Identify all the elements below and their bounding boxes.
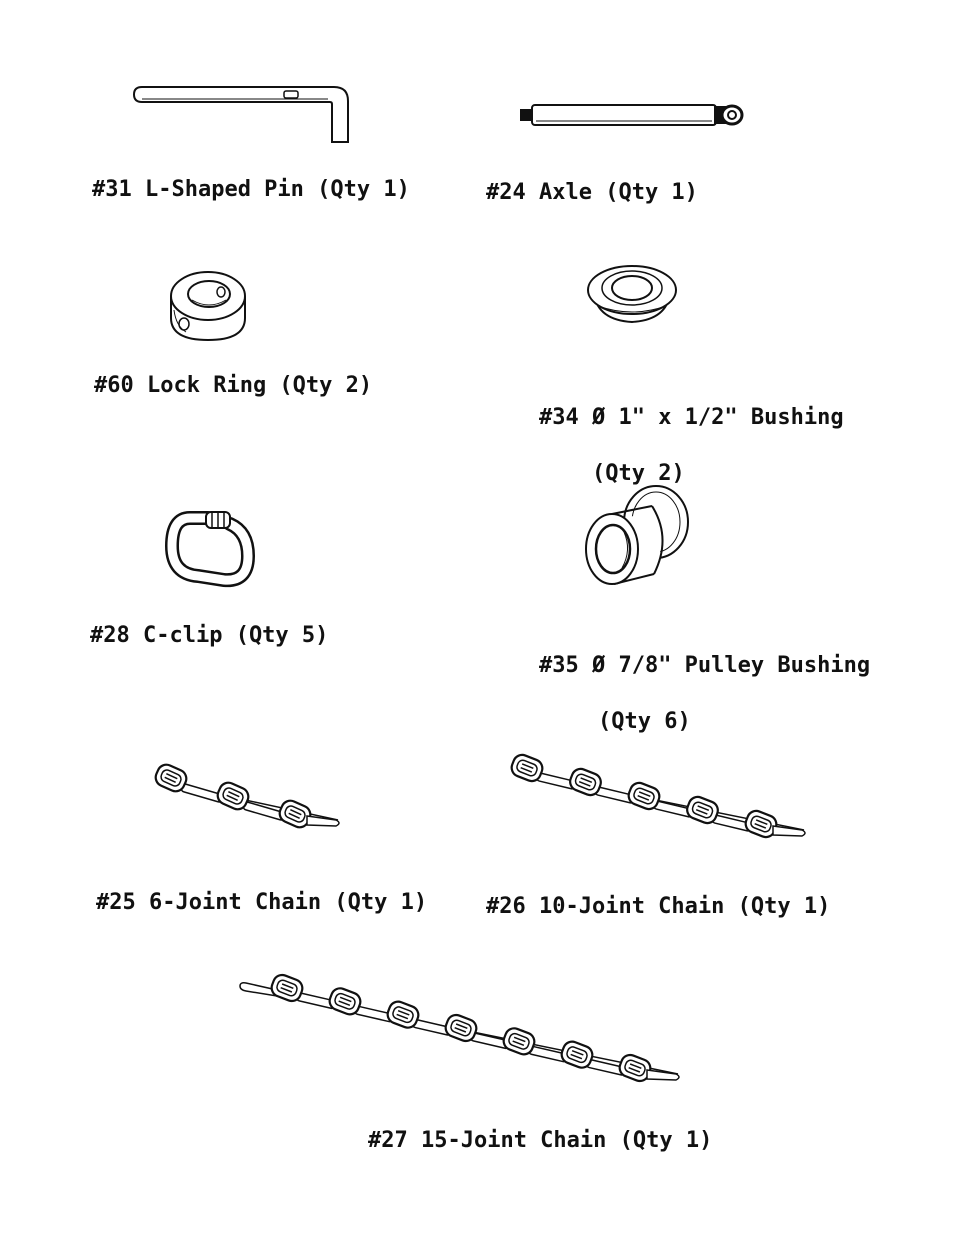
chain-links (509, 752, 805, 839)
chain-end-link (647, 1070, 679, 1080)
c-clip-icon (168, 510, 254, 586)
chain-15-joint-icon (238, 974, 684, 1090)
chain-links (240, 972, 679, 1083)
part-label-25: #25 6-Joint Chain (Qty 1) (96, 890, 428, 915)
part-label-35-line2: (Qty 6) (598, 709, 691, 734)
part-label-35-line1: #35 Ø 7/8" Pulley Bushing (538, 653, 871, 678)
part-label-26: #26 10-Joint Chain (Qty 1) (486, 894, 831, 919)
chain-links (153, 762, 339, 830)
lock-ring-icon (166, 266, 250, 346)
axle-icon (518, 100, 746, 130)
chain-6-joint-icon (152, 764, 344, 836)
part-label-60: #60 Lock Ring (Qty 2) (94, 373, 373, 398)
pulley-bushing-icon (582, 482, 692, 588)
part-label-28: #28 C-clip (Qty 5) (90, 623, 329, 648)
part-label-27: #27 15-Joint Chain (Qty 1) (368, 1128, 713, 1153)
l-shaped-pin-icon (128, 82, 354, 148)
bushing-icon (584, 258, 680, 328)
part-label-31: #31 L-Shaped Pin (Qty 1) (92, 177, 410, 202)
chain-end-link (307, 816, 339, 826)
chain-10-joint-icon (508, 754, 810, 846)
part-label-34-line2: (Qty 2) (592, 461, 685, 486)
part-label-24: #24 Axle (Qty 1) (486, 180, 698, 205)
chain-end-link (773, 826, 805, 836)
part-label-34-line1: #34 Ø 1" x 1/2" Bushing (538, 405, 844, 430)
